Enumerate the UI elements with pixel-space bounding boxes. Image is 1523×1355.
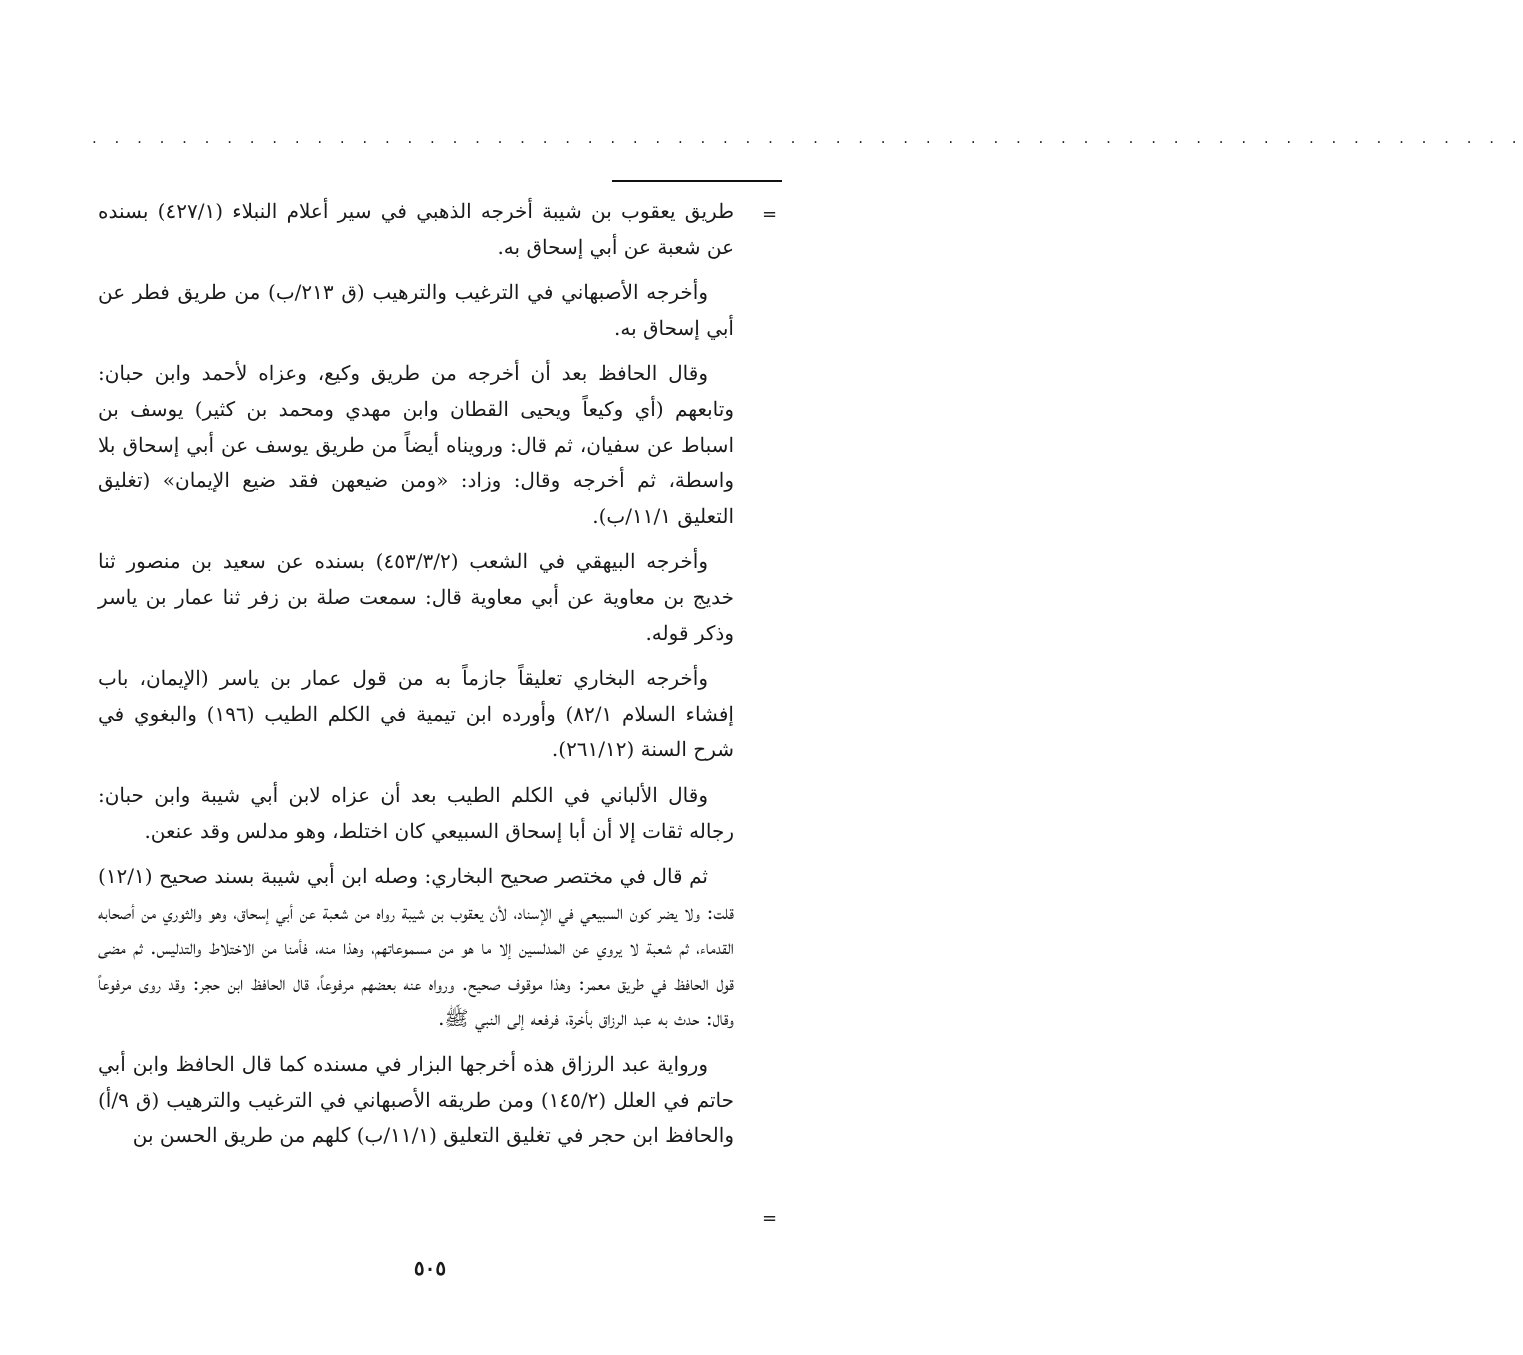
paragraph-8: ورواية عبد الرزاق هذه أخرجها البزار في مسنده كما قال الحافظ وابن أبي حاتم في العلل (١٤٥/٢) ومن طريقه الأصبهاني في الترغيب والترهيب (ق ٩/أ) والحافظ ابن حجر في تغليق التعليق (١١/١/ب) كلهم من طريق الحسن بن xyxy=(98,1052,734,1148)
footnote-rule xyxy=(612,180,782,182)
continuation-mark-top: = xyxy=(762,204,778,225)
paragraph-7: ثم قال في مختصر صحيح البخاري: وصله ابن أبي شيبة بسند صحيح (١٢/١) قلت: ولا يضر كون السبيعي في الإسناد، لأن يعقوب بن شيبة رواه من شعبة عن أبي إسحاق، وهو والثوري من أصحابه القدماء، ثم شعبة لا يروي عن المدلسين إلا ما هو من مسموعاتهم، وهذا منه، فأمنا من الاختلاط والتدليس. ثم مضى قول الحافظ في طريق معمر: وهذا موقوف صحيح. ورواه عنه بعضهم مرفوعاً، قال الحافظ ابن حجر: وقد روى مرفوعاً وقال: حدث به عبد الرزاق بأخرة، فرفعه إلى النبي ﷺ. xyxy=(98,864,734,1031)
paragraph-2: وأخرجه الأصبهاني في الترغيب والترهيب (ق ٢١٣/ب) من طريق فطر عن أبي إسحاق به. xyxy=(98,280,734,340)
paragraph-6: وقال الألباني في الكلم الطيب بعد أن عزاه لابن أبي شيبة وابن حبان: رجاله ثقات إلا أن أبا إسحاق السبيعي كان اختلط، وهو مدلس وقد عنعن. xyxy=(98,782,734,843)
paragraph-3: وقال الحافظ بعد أن أخرجه من طريق وكيع، وعزاه لأحمد وابن حبان: وتابعهم (أي وكيعاً ويحيى القطان وابن مهدي ومحمد بن كثير) يوسف بن اسباط عن سفيان، ثم قال: ورويناه أيضاً من طريق يوسف عن أبي إسحاق بلا واسطة، ثم أخرجه وقال: وزاد: «ومن ضيعهن فقد ضيع الإيمان» (تغليق التعليق ١١/١/ب). xyxy=(98,361,734,528)
footnote-separator-dots: . . . . . . . . . . . . . . . . . . . . . . . . . . . . . . . . . . . . . . . . . . . . . . . . . . . . . . . . . . . . . . . . xyxy=(92,129,1523,147)
paragraph-4: وأخرجه البيهقي في الشعب (٤٥٣/٣/٢) بسنده عن سعيد بن منصور ثنا خديج بن معاوية عن أبي معاوية قال: سمعت صلة بن زفر ثنا عمار بن ياسر وذكر قوله. xyxy=(98,549,734,645)
page-number: ٥٠٥ xyxy=(413,1256,447,1280)
paragraph-1: طريق يعقوب بن شيبة أخرجه الذهبي في سير أعلام النبلاء (٤٢٧/١) بسنده عن شعبة عن أبي إسحاق به. xyxy=(98,199,734,259)
paragraph-5: وأخرجه البخاري تعليقاً جازماً به من قول عمار بن ياسر (الإيمان، باب إفشاء السلام ٨٢/١) وأورده ابن تيمية في الكلم الطيب (١٩٦) والبغوي في شرح السنة (٢٦١/١٢). xyxy=(98,666,734,762)
continuation-mark-bottom: = xyxy=(762,1208,778,1229)
footnote-body xyxy=(98,194,734,1164)
